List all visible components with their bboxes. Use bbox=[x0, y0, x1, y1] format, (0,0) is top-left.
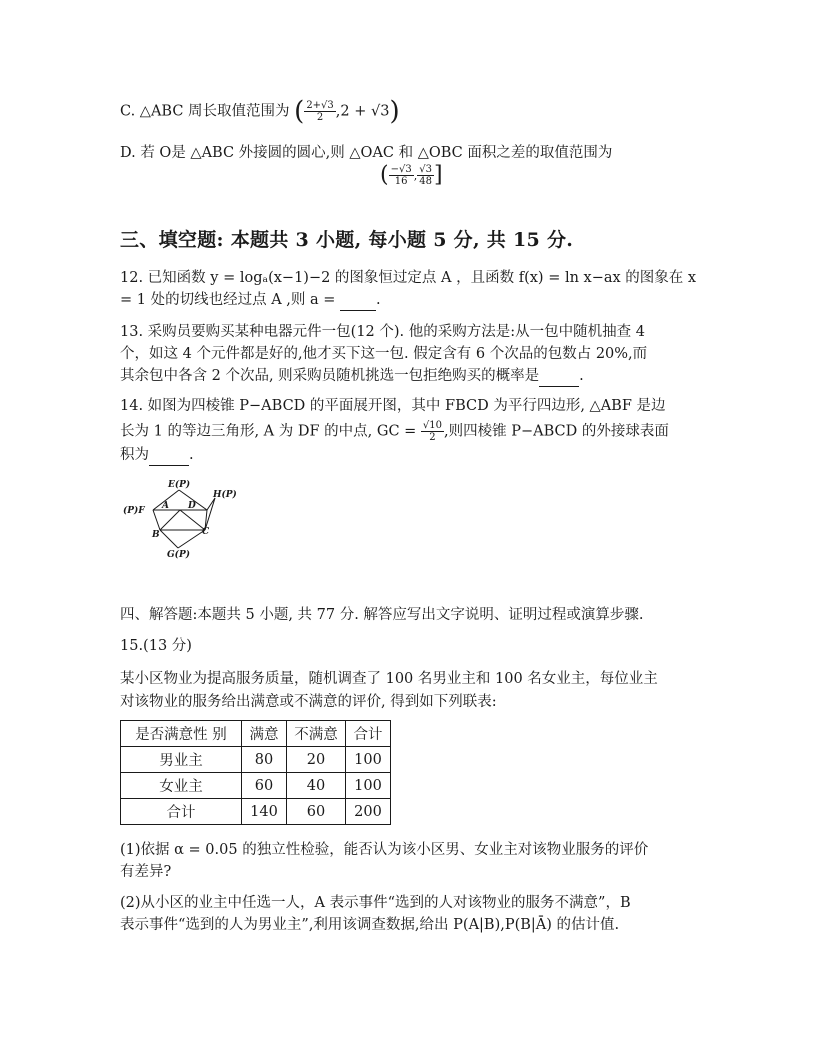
contingency-table bbox=[120, 720, 391, 825]
option-d-frac2 bbox=[417, 164, 434, 187]
option-d-frac2-num: √3 bbox=[419, 164, 432, 175]
q13-answer-blank bbox=[539, 366, 579, 387]
q15-intro-line-1: 某小区物业为提高服务质量，随机调查了 100 名男业主和 100 名女业主，每位业主 bbox=[120, 671, 658, 687]
option-d-range bbox=[380, 164, 443, 187]
table-cell: 200 bbox=[346, 799, 391, 825]
q15-part2-line-1: (2)从小区的业主中任选一人，A 表示事件“选到的人对该物业的服务不满意”，B bbox=[120, 895, 631, 911]
table-header-cell: 合计 bbox=[346, 721, 391, 747]
table-header-cell: 满意 bbox=[242, 721, 287, 747]
option-d bbox=[120, 143, 612, 163]
q15-intro-line-2: 对该物业的服务给出满意或不满意的评价, 得到如下列联表: bbox=[120, 694, 497, 710]
label-g: G(P) bbox=[167, 550, 190, 560]
option-c-frac-num: 2+√3 bbox=[306, 100, 334, 111]
section-3-heading: 三、填空题: 本题共 3 小题, 每小题 5 分, 共 15 分. bbox=[120, 229, 574, 251]
label-b: B bbox=[152, 530, 160, 540]
table-header-cell: 是否满意性 别 bbox=[121, 721, 242, 747]
q15-title: 15.(13 分) bbox=[120, 638, 192, 654]
option-c-text: C. △ABC 周长取值范围为 bbox=[120, 103, 290, 120]
q12-answer-blank bbox=[340, 290, 376, 311]
table-cell: 60 bbox=[242, 773, 287, 799]
option-d-frac2-den: 48 bbox=[419, 176, 432, 187]
table-cell: 140 bbox=[242, 799, 287, 825]
q14-answer-blank bbox=[149, 445, 189, 466]
q15-part1-line-1: (1)依据 α = 0.05 的独立性检验，能否认为该小区男、女业主对该物业服务的评价 bbox=[120, 842, 649, 858]
q14-line-3: 积为 . bbox=[120, 445, 194, 466]
option-d-frac1 bbox=[389, 164, 414, 187]
option-d-text: D. 若 O是 △ABC 外接圆的圆心,则 △OAC 和 △OBC 面积之差的取值范围为 bbox=[120, 145, 613, 161]
q14-gc-den: 2 bbox=[429, 432, 436, 443]
table-cell: 40 bbox=[287, 773, 346, 799]
label-f: (P)F bbox=[123, 506, 145, 516]
q15-part1-line-2: 有差异? bbox=[120, 864, 172, 880]
q13-line-1: 13. 采购员要购买某种电器元件一包(12 个). 他的采购方法是:从一包中随机抽查 4 bbox=[120, 324, 645, 340]
option-d-lparen: ( bbox=[380, 162, 389, 188]
option-d-rparen: ] bbox=[433, 162, 443, 188]
q14-line-3-text: 积为 bbox=[120, 447, 149, 463]
q12-line-1: 12. 已知函数 y = logₐ(x−1)−2 的图象恒过定点 A ，且函数 f(x) = ln x−ax 的图象在 x bbox=[120, 270, 697, 286]
table-cell: 100 bbox=[346, 773, 391, 799]
table-cell: 合计 bbox=[121, 799, 242, 825]
table-row bbox=[121, 799, 391, 825]
label-e: E(P) bbox=[168, 480, 191, 490]
table-cell: 女业主 bbox=[121, 773, 242, 799]
q13-line-2: 个，如这 4 个元件都是好的,他才买下这一包. 假定含有 6 个次品的包数占 20%,而 bbox=[120, 346, 648, 362]
table-row bbox=[121, 773, 391, 799]
figure-lines bbox=[153, 490, 215, 548]
table-cell: 60 bbox=[287, 799, 346, 825]
option-c-rest: ,2 + √3 bbox=[335, 103, 390, 120]
pyramid-net-figure bbox=[120, 478, 245, 563]
table-header-row bbox=[121, 721, 391, 747]
option-d-sep: , bbox=[413, 169, 418, 183]
label-h: H(P) bbox=[213, 490, 237, 500]
line-b-g bbox=[160, 530, 178, 548]
q14-line-2-b: ,则四棱锥 P−ABCD 的外接球表面 bbox=[444, 423, 669, 440]
q15-part2-line-2: 表示事件“选到的人为男业主”,利用该调查数据,给出 P(A|B),P(B|Ā) 的估计值. bbox=[120, 917, 620, 933]
table-cell: 80 bbox=[242, 747, 287, 773]
option-c-frac-den: 2 bbox=[316, 112, 324, 123]
option-c-lparen: ( bbox=[294, 96, 305, 127]
q12-line-2: = 1 处的切线也经过点 A ,则 a = . bbox=[120, 290, 381, 311]
q14-line-2 bbox=[120, 420, 669, 443]
line-c-g bbox=[178, 530, 205, 548]
table-row bbox=[121, 747, 391, 773]
q14-gc-fraction bbox=[421, 420, 444, 443]
option-c-rparen: ) bbox=[389, 96, 400, 127]
q14-line-2-a: 长为 1 的等边三角形, A 为 DF 的中点, GC = bbox=[120, 423, 421, 440]
q14-gc-num: √10 bbox=[422, 420, 443, 431]
label-a: A bbox=[162, 501, 169, 511]
option-c bbox=[120, 96, 400, 127]
label-c: C bbox=[202, 527, 210, 537]
label-d: D bbox=[188, 501, 196, 511]
table-cell: 20 bbox=[287, 747, 346, 773]
section-4-heading: 四、解答题:本题共 5 小题, 共 77 分. 解答应写出文字说明、证明过程或演算步骤. bbox=[120, 607, 644, 623]
line-a-b bbox=[160, 510, 180, 530]
q14-line-1: 14. 如图为四棱锥 P−ABCD 的平面展开图，其中 FBCD 为平行四边形, △ABF 是边 bbox=[120, 398, 666, 414]
line-f-b bbox=[153, 510, 160, 530]
q13-line-3: 其余包中各含 2 个次品, 则采购员随机挑选一包拒绝购买的概率是 . bbox=[120, 366, 584, 387]
q13-line-3-text: 其余包中各含 2 个次品, 则采购员随机挑选一包拒绝购买的概率是 bbox=[120, 368, 540, 384]
table-header-cell: 不满意 bbox=[287, 721, 346, 747]
table-cell: 100 bbox=[346, 747, 391, 773]
option-c-fraction bbox=[304, 100, 335, 123]
option-d-frac1-num: −√3 bbox=[390, 164, 412, 175]
option-d-frac1-den: 16 bbox=[394, 176, 408, 187]
table-cell: 男业主 bbox=[121, 747, 242, 773]
q12-line-2-text: = 1 处的切线也经过点 A ,则 a = bbox=[120, 292, 341, 308]
